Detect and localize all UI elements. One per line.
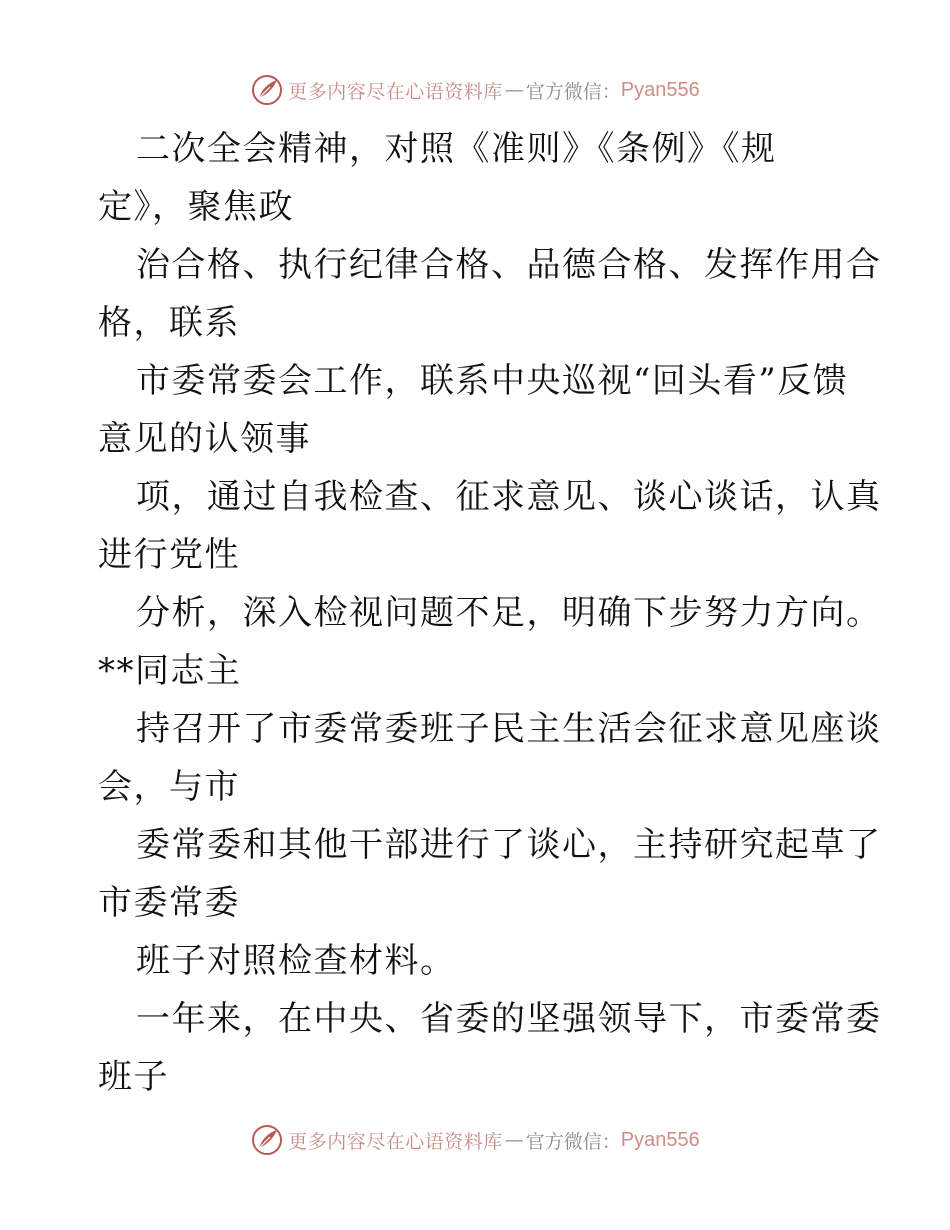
body-line: 持召开了市委常委班子民主生活会征求意见座谈 [136, 709, 882, 749]
watermark-wechat-label: 官方微信： [525, 1130, 621, 1153]
header-watermark [0, 70, 950, 110]
watermark-wechat-id: Pyan556 [620, 78, 700, 101]
body-line: 市委常委 [98, 883, 240, 923]
body-line: 市委常委会工作，联系中央巡视“回头看”反馈 [136, 361, 849, 401]
body-line: 分析，深入检视问题不足，明确下步努力方向。 [136, 593, 882, 633]
watermark-separator: — [504, 79, 524, 101]
body-line: 项，通过自我检查、征求意见、谈心谈话，认真 [136, 477, 882, 517]
body-line: 一年来，在中央、省委的坚强领导下，市委常委 [136, 999, 882, 1039]
body-line: 治合格、执行纪律合格、品德合格、发挥作用合 [136, 245, 882, 285]
watermark-site-text: 更多内容尽在心语资料库 [288, 80, 503, 103]
body-line: 班子对照检查材料。 [136, 941, 456, 981]
body-line: 定》，聚焦政 [98, 187, 294, 227]
body-line: 进行党性 [98, 535, 240, 575]
body-line: 班子 [98, 1057, 169, 1097]
body-line: 格，联系 [98, 303, 240, 343]
footer-watermark [0, 1120, 950, 1160]
body-line: 二次全会精神，对照《准则》《条例》《规 [136, 129, 777, 169]
feather-pen-logo-icon [250, 73, 284, 107]
document-body [98, 120, 882, 1106]
watermark-site-text: 更多内容尽在心语资料库 [288, 1130, 503, 1153]
body-line: **同志主 [98, 651, 242, 691]
watermark-separator: — [504, 1129, 524, 1151]
body-line: 委常委和其他干部进行了谈心，主持研究起草了 [136, 825, 882, 865]
body-line: 意见的认领事 [98, 419, 311, 459]
watermark-wechat-id: Pyan556 [620, 1128, 700, 1151]
watermark-wechat-label: 官方微信： [525, 80, 621, 103]
body-line: 会，与市 [98, 767, 240, 807]
feather-pen-logo-icon [250, 1123, 284, 1157]
